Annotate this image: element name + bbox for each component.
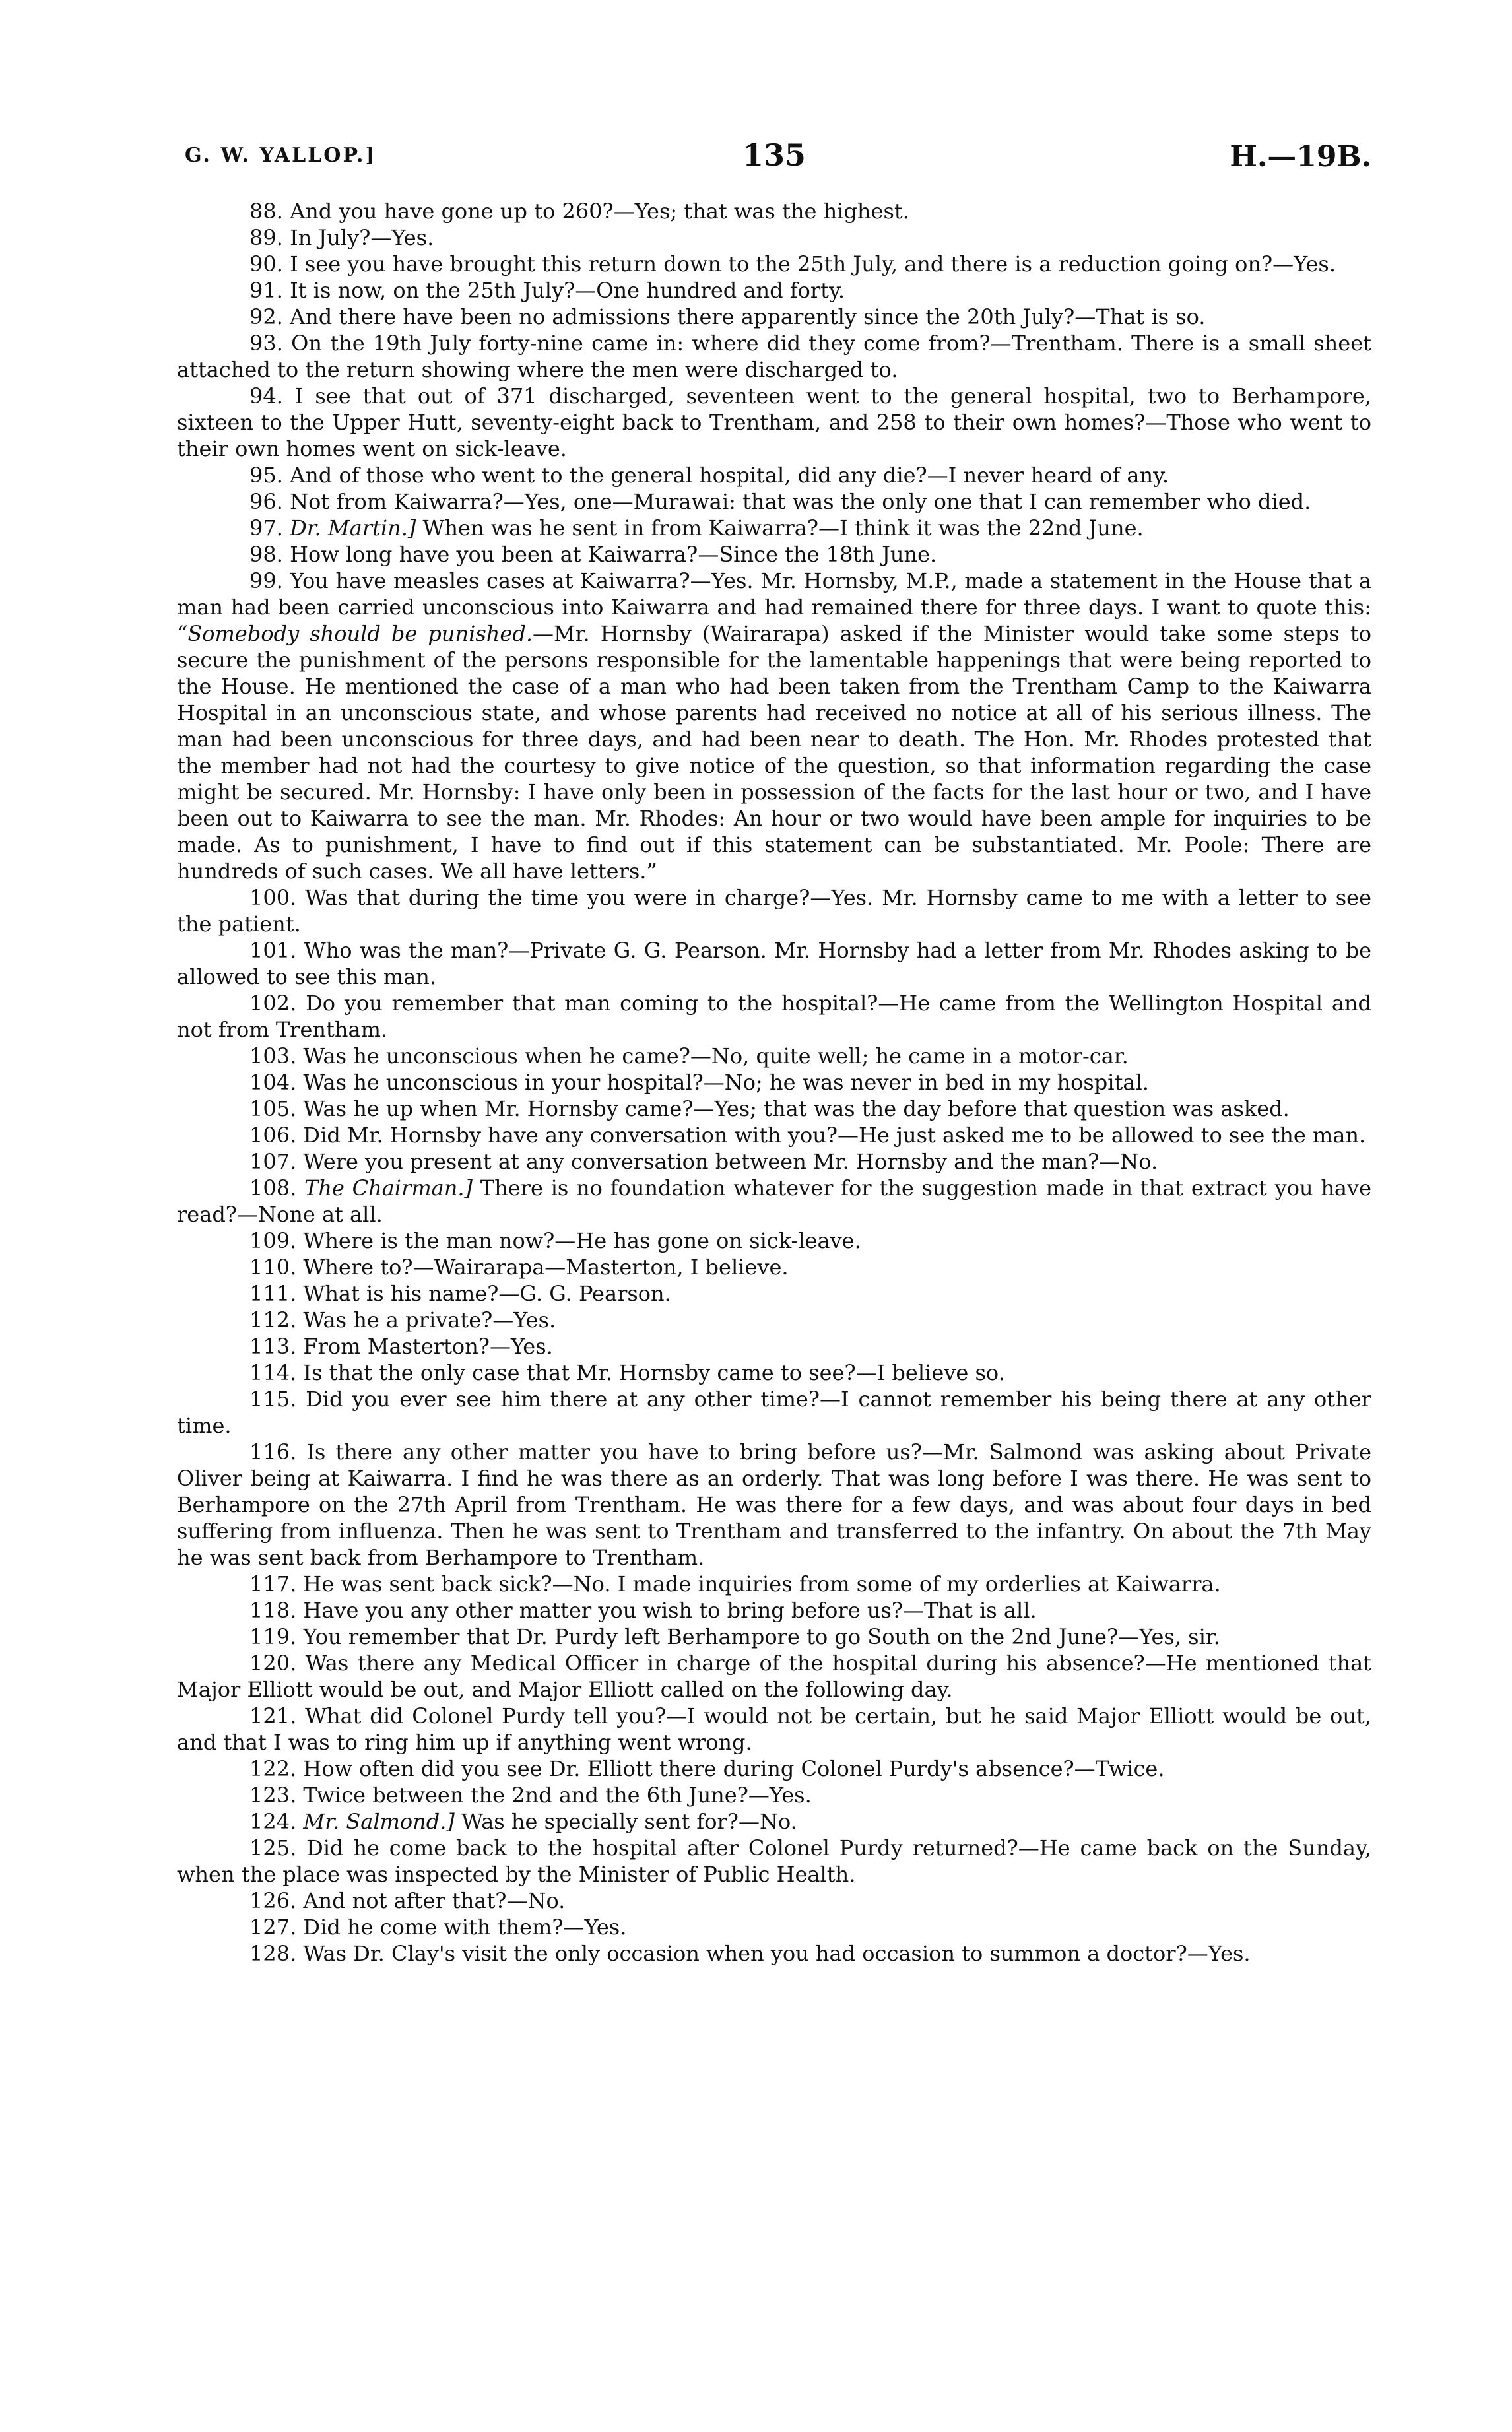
paragraph-text: Was he up when Mr. Hornsby came?—Yes; that was the day before that question was asked. xyxy=(303,1096,1290,1121)
paragraph-number: 125. xyxy=(249,1835,297,1860)
paragraph-number: 128. xyxy=(249,1941,297,1966)
paragraph-text: And not after that?—No. xyxy=(303,1888,566,1913)
paragraph-number: 118. xyxy=(249,1598,297,1623)
paragraph-number: 88. xyxy=(249,199,283,224)
witness-name: G. W. YALLOP.] xyxy=(185,144,377,167)
paragraph-text: Where is the man now?—He has gone on sick-leave. xyxy=(303,1228,861,1253)
paragraph-text: I see that out of 371 discharged, seventeen went to the general hospital, two to Berhampore, sixteen to the Upper Hutt, seventy-eight back to Trentham, and 258 to their own homes?—Those who went to their own homes went on sick-leave. xyxy=(177,383,1372,461)
paragraph-122 xyxy=(177,1756,1371,1782)
paragraph-number: 113. xyxy=(249,1334,297,1359)
paragraph-125 xyxy=(177,1835,1371,1888)
paragraph-109 xyxy=(177,1228,1371,1254)
paragraph-99 xyxy=(177,568,1371,884)
paragraph-number: 92. xyxy=(249,304,283,329)
paragraph-text: And you have gone up to 260?—Yes; that was the highest. xyxy=(290,199,909,224)
paragraph-115 xyxy=(177,1386,1371,1439)
paragraph-123 xyxy=(177,1782,1371,1808)
paragraph-number: 114. xyxy=(249,1360,297,1385)
paragraph-text: Did he come with them?—Yes. xyxy=(303,1915,627,1940)
paragraph-text: In July?—Yes. xyxy=(290,225,434,250)
paragraph-100 xyxy=(177,884,1371,937)
paragraph-number: 126. xyxy=(249,1888,297,1913)
paragraph-text: Was Dr. Clay's visit the only occasion when you had occasion to summon a doctor?—Yes. xyxy=(303,1941,1251,1966)
paragraph-number: 96. xyxy=(249,489,283,514)
paragraph-110 xyxy=(177,1254,1371,1280)
paragraph-text: Was he unconscious when he came?—No, quite well; he came in a motor-car. xyxy=(303,1043,1129,1068)
paragraph-102 xyxy=(177,990,1371,1043)
paragraph-121 xyxy=(177,1703,1371,1756)
paragraph-text: Did you ever see him there at any other time?—I cannot remember his being there at any other time. xyxy=(177,1387,1372,1438)
paragraph-93 xyxy=(177,330,1371,383)
paragraph-number: 101. xyxy=(249,938,297,963)
paragraph-92 xyxy=(177,304,1371,330)
paragraph-127 xyxy=(177,1914,1371,1940)
paragraph-text: Do you remember that man coming to the hospital?—He came from the Wellington Hospital and not from Trentham. xyxy=(177,991,1372,1042)
paragraph-number: 111. xyxy=(249,1281,297,1306)
paragraph-text: Have you any other matter you wish to bring before us?—That is all. xyxy=(303,1598,1037,1623)
paragraph-107 xyxy=(177,1148,1371,1175)
paragraph-number: 100. xyxy=(249,885,297,910)
paragraph-text: When was he sent in from Kaiwarra?—I think it was the 22nd June. xyxy=(422,515,1144,541)
paragraph-112 xyxy=(177,1307,1371,1333)
paragraph-text: I see you have brought this return down to the 25th July, and there is a reduction going on?—Yes. xyxy=(290,251,1336,277)
paragraph-number: 124. xyxy=(249,1809,297,1834)
paragraph-number: 122. xyxy=(249,1756,297,1781)
paragraph-text: Who was the man?—Private G. G. Pearson. Mr. Hornsby had a letter from Mr. Rhodes asking to be allowed to see this man. xyxy=(177,938,1372,989)
paragraph-104 xyxy=(177,1069,1371,1096)
paragraph-111 xyxy=(177,1280,1371,1307)
paragraph-103 xyxy=(177,1043,1371,1069)
paragraph-97 xyxy=(177,515,1371,541)
paragraph-text: Twice between the 2nd and the 6th June?—Yes. xyxy=(303,1783,812,1808)
paragraph-text: Were you present at any conversation between Mr. Hornsby and the man?—No. xyxy=(303,1149,1158,1174)
paragraph-text: Is there any other matter you have to bring before us?—Mr. Salmond was asking about Private Oliver being at Kaiwarra. I find he was there as an orderly. That was long before I was there. He was sent to Berhampore on the 27th April from Trentham. He was there for a few days, and was about four days in bed suffering from influenza. Then he was sent to Trentham and transferred to the infantry. On about the 7th May he was sent back from Berhampore to Trentham. xyxy=(177,1439,1372,1570)
paragraph-number: 116. xyxy=(249,1439,297,1464)
paragraph-number: 99. xyxy=(249,568,283,593)
paragraph-108 xyxy=(177,1175,1371,1228)
paragraph-88 xyxy=(177,198,1371,224)
paragraph-120 xyxy=(177,1650,1371,1703)
transcript-body xyxy=(177,198,1371,1967)
paragraph-116 xyxy=(177,1439,1371,1571)
paragraph-text-continued: —Mr. Hornsby (Wairarapa) asked if the Minister would take some steps to secure the punishment of the persons responsible for the lamentable happenings that were being reported to the House. He mentioned the case of a man who had been taken from the Trentham Camp to the Kaiwarra Hospital in an unconscious state, and whose parents had received no notice at all of his serious illness. The man had been unconscious for three days, and had been near to death. The Hon. Mr. Rhodes protested that the member had not had the courtesy to give notice of the question, so that information regarding the case might be secured. Mr. Hornsby: I have only been in possession of the facts for the last hour or two, and I have been out to Kaiwarra to see the man. Mr. Rhodes: An hour or two would have been ample for inquiries to be made. As to punishment, I have to find out if this statement can be substantiated. Mr. Poole: There are hundreds of such cases. We all have letters.” xyxy=(177,621,1372,884)
speaker-label: Mr. Salmond.] xyxy=(303,1809,455,1834)
paragraph-text: Did Mr. Hornsby have any conversation with you?—He just asked me to be allowed to see the man. xyxy=(303,1123,1366,1148)
paragraph-96 xyxy=(177,488,1371,515)
page-header xyxy=(177,137,1371,177)
paragraph-number: 97. xyxy=(249,515,283,541)
paragraph-text: Not from Kaiwarra?—Yes, one—Murawai: that was the only one that I can remember who died. xyxy=(290,489,1311,514)
paragraph-text: And of those who went to the general hospital, did any die?—I never heard of any. xyxy=(290,463,1169,488)
paragraph-90 xyxy=(177,251,1371,277)
paragraph-number: 93. xyxy=(249,331,283,356)
paragraph-text: What is his name?—G. G. Pearson. xyxy=(303,1281,671,1306)
paragraph-text: Was he specially sent for?—No. xyxy=(461,1809,797,1834)
paragraph-number: 120. xyxy=(249,1651,297,1676)
paragraph-91 xyxy=(177,277,1371,304)
paragraph-128 xyxy=(177,1940,1371,1967)
paragraph-text: What did Colonel Purdy tell you?—I would not be certain, but he said Major Elliott would be out, and that I was to ring him up if anything went wrong. xyxy=(177,1703,1372,1755)
paragraph-113 xyxy=(177,1333,1371,1360)
paragraph-number: 90. xyxy=(249,251,283,277)
speaker-label: The Chairman.] xyxy=(304,1175,473,1200)
paragraph-text: He was sent back sick?—No. I made inquiries from some of my orderlies at Kaiwarra. xyxy=(303,1571,1221,1596)
paragraph-number: 98. xyxy=(249,542,283,567)
paragraph-94 xyxy=(177,383,1371,462)
paragraph-text: How often did you see Dr. Elliott there during Colonel Purdy's absence?—Twice. xyxy=(303,1756,1165,1781)
paragraph-number: 108. xyxy=(249,1175,297,1200)
paragraph-text: Is that the only case that Mr. Hornsby came to see?—I believe so. xyxy=(303,1360,1005,1385)
paragraph-98 xyxy=(177,541,1371,568)
paragraph-number: 110. xyxy=(249,1255,297,1280)
quoted-heading: “Somebody should be punished. xyxy=(177,621,533,646)
paragraph-89 xyxy=(177,224,1371,251)
paragraph-text: On the 19th July forty-nine came in: where did they come from?—Trentham. There is a small sheet attached to the return showing where the men were discharged to. xyxy=(177,331,1372,382)
paragraph-number: 91. xyxy=(249,278,283,303)
paragraph-number: 112. xyxy=(249,1307,297,1332)
paragraph-text: It is now, on the 25th July?—One hundred and forty. xyxy=(290,278,845,303)
document-reference: H.—19B. xyxy=(1230,140,1371,174)
paragraph-text: Was that during the time you were in charge?—Yes. Mr. Hornsby came to me with a letter to see the patient. xyxy=(177,885,1371,937)
paragraph-text: There is no foundation whatever for the suggestion made in that extract you have read?—None at all. xyxy=(177,1175,1372,1227)
paragraph-number: 103. xyxy=(249,1043,297,1068)
paragraph-101 xyxy=(177,937,1371,990)
paragraph-text: And there have been no admissions there apparently since the 20th July?—That is so. xyxy=(290,304,1206,329)
paragraph-number: 119. xyxy=(249,1624,297,1649)
paragraph-number: 107. xyxy=(249,1149,297,1174)
paragraph-number: 95. xyxy=(249,463,283,488)
page-number: 135 xyxy=(742,137,806,173)
paragraph-117 xyxy=(177,1571,1371,1597)
paragraph-text: You have measles cases at Kaiwarra?—Yes. Mr. Hornsby, M.P., made a statement in the House that a man had been carried unconscious into Kaiwarra and had remained there for three days. I want to quote this: xyxy=(177,568,1372,620)
paragraph-number: 104. xyxy=(249,1070,297,1095)
paragraph-number: 106. xyxy=(249,1123,297,1148)
paragraph-126 xyxy=(177,1888,1371,1914)
paragraph-number: 127. xyxy=(249,1915,297,1940)
paragraph-number: 94. xyxy=(249,383,283,409)
paragraph-number: 105. xyxy=(249,1096,297,1121)
paragraph-105 xyxy=(177,1096,1371,1122)
paragraph-114 xyxy=(177,1360,1371,1386)
paragraph-number: 117. xyxy=(249,1571,297,1596)
paragraph-text: Was he a private?—Yes. xyxy=(303,1307,556,1332)
paragraph-number: 102. xyxy=(249,991,297,1016)
paragraph-119 xyxy=(177,1624,1371,1650)
paragraph-106 xyxy=(177,1122,1371,1148)
paragraph-text: Did he come back to the hospital after Colonel Purdy returned?—He came back on the Sunday, when the place was inspected by the Minister of Public Health. xyxy=(177,1835,1372,1887)
paragraph-text: Was he unconscious in your hospital?—No; he was never in bed in my hospital. xyxy=(303,1070,1149,1095)
paragraph-text: From Masterton?—Yes. xyxy=(303,1334,553,1359)
paragraph-text: You remember that Dr. Purdy left Berhampore to go South on the 2nd June?—Yes, sir. xyxy=(303,1624,1220,1649)
paragraph-text: How long have you been at Kaiwarra?—Since the 18th June. xyxy=(290,542,937,567)
paragraph-number: 109. xyxy=(249,1228,297,1253)
paragraph-118 xyxy=(177,1597,1371,1624)
paragraph-number: 121. xyxy=(249,1703,297,1728)
paragraph-text: Was there any Medical Officer in charge of the hospital during his absence?—He mentioned that Major Elliott would be out, and Major Elliott called on the following day. xyxy=(177,1651,1372,1702)
paragraph-text: Where to?—Wairarapa—Masterton, I believe. xyxy=(303,1255,789,1280)
paragraph-number: 123. xyxy=(249,1783,297,1808)
paragraph-124 xyxy=(177,1808,1371,1835)
paragraph-number: 115. xyxy=(249,1387,297,1412)
paragraph-95 xyxy=(177,462,1371,488)
paragraph-number: 89. xyxy=(249,225,283,250)
speaker-label: Dr. Martin.] xyxy=(290,515,416,541)
